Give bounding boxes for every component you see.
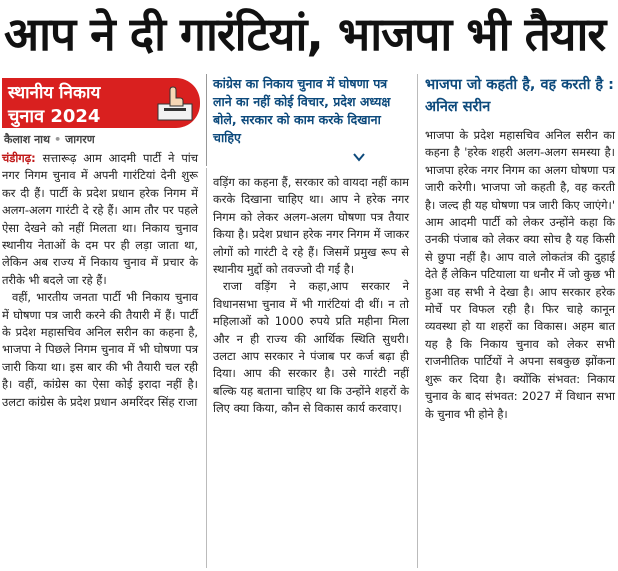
badge-line-2: चुनाव 2024 (8, 106, 101, 127)
hand-voting-icon (154, 82, 196, 124)
arrow-down-icon (352, 150, 366, 164)
byline-source: जागरण (65, 133, 95, 146)
paragraph: वड़िंग का कहना हैं, सरकार को वायदा नहीं काम करके दिखाना चाहिए था। आप ने हरेक नगर निगम को लेकर अलग-अलग घोषणा पत्र तैयार किया है। प्रदेश प्रधान हरेक नगर निगम में जाकर लोगों को गारंटी दे रहे हैं। जिसमें प्रमुख रूप से स्थानीय मुद्दों को तवज्जो दी गई है। (213, 175, 409, 277)
article-column-3 (425, 127, 615, 423)
paragraph (2, 150, 198, 289)
section-badge (2, 78, 200, 128)
article-column-1 (2, 150, 198, 411)
byline (4, 132, 95, 147)
badge-line-1: स्थानीय निकाय (8, 83, 101, 103)
paragraph-text: सत्तारूढ़ आम आदमी पार्टी ने पांच नगर निगम चुनाव में अपनी गारंटियां देनी शुरू कर दी हैं। पार्टी के प्रदेश प्रधान हरेक निगम में अलग-अलग गारंटी दे रहे हैं। आम तौर पर पहले ऐसा देखने को नहीं मिलता था। निकाय चुनाव स्थानीय नेताओं के दम पर ही लड़ा जाता था, लेकिन अब राज्य में निकाय चुनाव में प्रचार के तरीके भी बदले जा रहे हैं। (2, 151, 198, 287)
byline-separator: • (54, 133, 62, 146)
column-divider-1 (206, 168, 207, 568)
paragraph: भाजपा के प्रदेश महासचिव अनिल सरीन का कहना है 'हरेक शहरी अलग-अलग समस्या है। भाजपा हरेक नगर निगम का अलग घोषणा पत्र जारी करेगी। भाजपा जो कहती है, वह करती है। जल्द ही यह घोषणा पत्र जारी किए जाएंगे।' आम आदमी पार्टी को लेकर उन्होंने कहा कि उनकी पंजाब को लेकर क्या सोच है यह किसी से छुपा नहीं है। आप वाले लोकतंत्र की दुहाई देते हैं लेकिन पटियाला या धनौर में जो कुछ भी हुआ वह सभी ने देखा है। आप सरकार हरेक मोर्चे पर विफल रही है। फिर चाहे कानून व्यवस्था हो या शहरों का विकास। अहम बात यह है कि निकाय चुनाव को लेकर सभी राजनीतिक पार्टियों ने अपना सबकुछ झोंकना शुरू कर दिया है। क्योंकि संभवत: निकाय चुनाव के बाद संभवत: 2027 में विधान सभा के चुनाव भी होने है। (425, 128, 615, 421)
paragraph: वहीं, भारतीय जनता पार्टी भी निकाय चुनाव में घोषणा पत्र जारी करने की तैयारी में हैं। पार्टी के प्रदेश महासचिव अनिल सरीन का कहना है, भाजपा ने पिछले निगम चुनाव में भी घोषणा पत्र जारी किया था। इस बार की भी तैयारी चल रही है। वहीं, कांग्रेस का ऐसा कोई इरादा नहीं है। उलटा कांग्रेस के प्रदेश प्रधान अमरिंदर सिंह राजा (2, 290, 198, 409)
dateline: चंडीगढ़: (2, 151, 36, 165)
column-divider-2 (417, 74, 418, 568)
article-column-2 (213, 174, 409, 418)
subhead-divider (206, 74, 207, 166)
headline: आप ने दी गारंटियां, भाजपा भी तैयार (4, 7, 606, 61)
byline-author: कैलाश नाथ (4, 133, 51, 146)
subhead: कांग्रेस का निकाय चुनाव में घोषणा पत्र लाने का नहीं कोई विचार, प्रदेश अध्यक्ष बोले, सरकार को काम करके दिखाना चाहिए (213, 76, 391, 145)
paragraph: राजा वड़िंग ने कहा,आप सरकार ने विधानसभा चुनाव में भी गारंटियां दी थीं। न तो महिलाओं को 1000 रुपये प्रति महीना मिला और न ही राज्य की आर्थिक स्थिति सुधरी। उलटा आप सरकार ने पंजाब पर कर्ज बढ़ा ही दिया। आप की सरकार है। उसे गारंटी नहीं बल्कि यह बताना चाहिए था कि उन्होंने शहरों के लिए क्या किया, कौन से विकास कार्य करवाए। (213, 279, 409, 416)
side-headline: भाजपा जो कहती है, वह करती है : अनिल सरीन (425, 77, 614, 115)
